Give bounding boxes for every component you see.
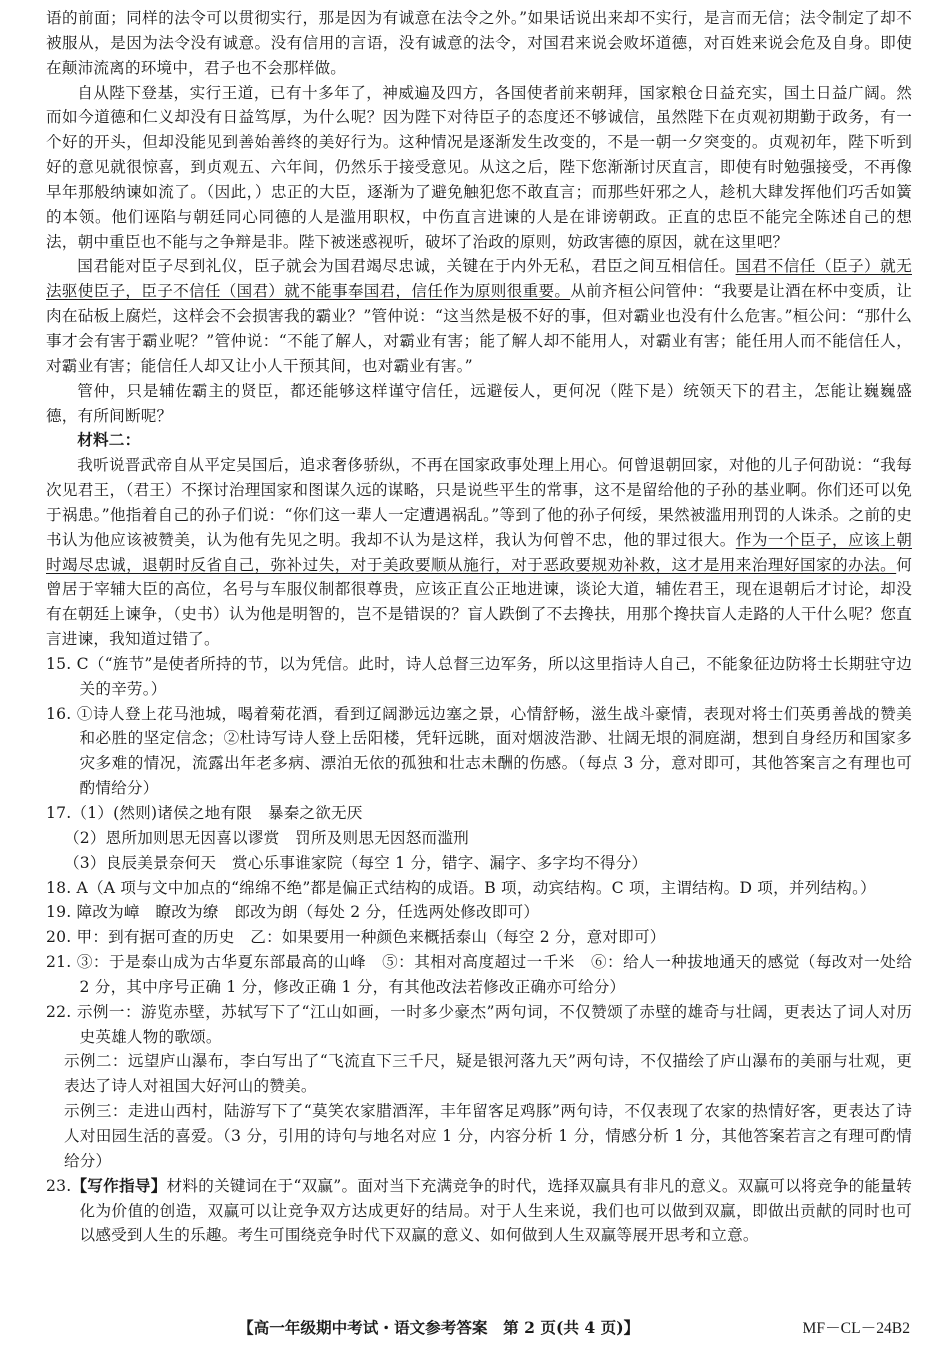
paragraph-text: 何曾居于宰辅大臣的高位，名号与车服仪制都很尊贵，应该正直公正地进谏，谈论大道，辅佐君王，现在退朝后才讨论，却没有在朝廷上谏争，（史书）认为他是明智的，岂不是错误的？盲人跌倒了不去搀扶，用那个搀扶盲人走路的人干什么呢？您直言进谏，我知道过错了。	[46, 555, 912, 649]
material-two-heading: 材料二：	[77, 430, 141, 450]
answer-19: 19. 障改为嶂 瞭改为缭 郎改为朗（每处 2 分，任选两处修改即可）	[46, 903, 540, 922]
footer-title: 【高一年级期中考试・语文参考答案 第 2 页(共 4 页)】	[238, 1318, 640, 1337]
answer-17-part-3: （3）良辰美景奈何天 赏心乐事谁家院（每空 1 分，错字、漏字、多字均不得分）	[63, 853, 648, 872]
answer-22-example-3: 示例三：走进山西村，陆游写下了“莫笑农家腊酒浑，丰年留客足鸡豚”两句诗，不仅表现了农家的热情好客，更表达了诗人对田园生活的喜爱。（3 分，引用的诗句与地名对应 1 分，内容分析 1 分，情感分析 1 分，其他答案若言之有理可酌情给分）	[63, 1102, 912, 1170]
answer-22-example-2: 示例二：远望庐山瀑布，李白写出了“飞流直下三千尺，疑是银河落九天”两句诗，不仅描绘了庐山瀑布的美丽与壮观，更表达了诗人对祖国大好河山的赞美。	[63, 1052, 912, 1096]
answer-20: 20. 甲：到有据可查的历史 乙：如果要用一种颜色来概括泰山（每空 2 分，意对即可）	[46, 928, 666, 947]
paragraph-text: 国君能对臣子尽到礼仪，臣子就会为国君竭尽忠诚，关键在于内外无私，君臣之间互相信任。	[77, 257, 736, 276]
paragraph-text: 我听说晋武帝自从平定吴国后，追求奢侈骄纵，不再在国家政事处理上用心。何曾退朝回家，对他的儿子何劭说：“我每次见君王，（君王）不探讨治理国家和图谋久远的谋略，只是说些平生的常事，这不是留给他的子孙的基业啊。你们还可以免于祸患。”他指着自己的孙子们说：“你们这一辈人一定遭遇祸乱。”等到了他的孙子何绥，果然被滥用刑罚的人诛杀。之前的史书认为他应该被赞美，认为他有先见之明。我却不认为是这样，我认为何曾不忠，他的罪过很大。	[46, 456, 912, 549]
underlined-sentence: 作为一个臣子，应该上朝时竭尽忠诚，退朝时反省自己，弥补过失，对于美政要顺从施行，对于恶政要规劝补救，这才是用来治理好国家的办法。	[46, 530, 912, 574]
footer-code: MF－CL－24B2	[802, 1320, 910, 1337]
answer-18: 18. A（A 项与文中加点的“绵绵不绝”都是偏正式结构的成语。B 项，动宾结构。C 项，主谓结构。D 项，并列结构。）	[46, 878, 876, 897]
underlined-sentence: 国君不信任（臣子）就无法驱使臣子，臣子不信任（国君）就不能事奉国君，信任作为原则很重要。	[46, 257, 912, 301]
material-one-paragraph-1: 语的前面；同样的法令可以贯彻实行，那是因为有诚意在法令之外。”如果话说出来却不实行，是言而无信；法令制定了却不被服从，是因为法令没有诚意。没有信用的言语，没有诚意的法令，对国君来说会败坏道德，对百姓来说会危及自身。即使在颠沛流离的环境中，君子也不会那样做。	[46, 9, 912, 77]
answer-23	[46, 1174, 912, 1249]
answer-17-part-2: （2）恩所加则思无因喜以谬赏 罚所及则思无因怒而滥刑	[63, 828, 469, 847]
writing-guide-label: 【写作指导】	[71, 1175, 167, 1195]
answer-15: 15. C（“旌节”是使者所持的节，以为凭信。此时，诗人总督三边军务，所以这里指诗人自己，不能象征边防将士长期驻守边关的辛劳。）	[46, 654, 912, 698]
answer-22: 22. 示例一：游览赤壁，苏轼写下了“江山如画，一时多少豪杰”两句词，不仅赞颂了赤壁的雄奇与壮阔，更表达了词人对历史英雄人物的歌颂。	[46, 1002, 912, 1046]
material-one-paragraph-4: 管仲，只是辅佐霸主的贤臣，都还能够这样谨守信任，远避佞人，更何况（陛下是）统领天下的君主，怎能让巍巍盛德，有所间断呢？	[46, 381, 912, 425]
answer-21: 21. ③：于是泰山成为古华夏东部最高的山峰 ⑤：其相对高度超过一千米 ⑥：给人一种拔地通天的感觉（每改对一处给 2 分，其中序号正确 1 分，修改正确 1 分，有其他改法若修改正确亦可给分）	[46, 953, 912, 996]
paragraph-text: 从前齐桓公问管仲：“我要是让酒在杯中变质，让肉在砧板上腐烂，这样会不会损害我的霸业？”管仲说：“这当然是极不好的事，但对霸业也没有什么危害。”桓公问：“那什么事才会有害于霸业呢？”管仲说：“不能了解人，对霸业有害；能了解人却不能用人，对霸业有害；能任用人而不能信任人，对霸业有害；能信任人却又让小人干预其间，也对霸业有害。”	[46, 282, 913, 375]
answer-key-page	[46, 6, 912, 1248]
material-two-paragraph	[46, 453, 912, 652]
answer-16: 16. ①诗人登上花马池城，喝着菊花酒，看到辽阔渺远边塞之景，心情舒畅，滋生战斗豪情，表现对将士们英勇善战的赞美和必胜的坚定信念；②杜诗写诗人登上岳阳楼，凭轩远眺，面对烟波浩渺、壮阔无垠的洞庭湖，想到自身经历和国家多灾多难的情况，流露出年老多病、漂泊无依的孤独和壮志未酬的伤感。（每点 3 分，意对即可，其他答案言之有理也可酌情给分）	[46, 704, 912, 798]
answer-23-number: 23.	[46, 1176, 72, 1195]
page-footer	[0, 1316, 950, 1342]
answer-23-text: 材料的关键词在于“双赢”。面对当下充满竞争的时代，选择双赢具有非凡的意义。双赢可以将竞争的能量转化为价值的创造，双赢可以让竞争双方达成更好的结局。对于人生来说，我们也可以做到双赢，即做出贡献的同时也可以感受到人生的乐趣。考生可围绕竞争时代下双赢的意义、如何做到人生双赢等展开思考和立意。	[79, 1176, 913, 1245]
material-one-paragraph-2: 自从陛下登基，实行王道，已有十多年了，神威遍及四方，各国使者前来朝拜，国家粮仓日益充实，国土日益广阔。然而如今道德和仁义却没有日益笃厚，为什么呢？因为陛下对待臣子的态度还不够诚信，虽然陛下在贞观初期勤于政务，有一个好的开头，但却没能见到善始善终的美好行为。这种情况是逐渐发生改变的，不是一朝一夕突变的。贞观初年，陛下听到好的意见就很惊喜，到贞观五、六年间，仍然乐于接受意见。从这之后，陛下您渐渐讨厌直言，即使有时勉强接受，不再像早年那般纳谏如流了。（因此，）忠正的大臣，逐渐为了避免触犯您不敢直言；而那些奸邪之人，趁机大肆发挥他们巧舌如簧的本领。他们诬陷与朝廷同心同德的人是滥用职权，中伤直言进谏的人是在诽谤朝政。正直的忠臣不能完全陈述自己的想法，朝中重臣也不能与之争辩是非。陛下被迷惑视听，破坏了治政的原则，妨政害德的原因，就在这里吧？	[46, 83, 912, 251]
material-one-paragraph-3	[46, 254, 912, 378]
answer-17: 17.（1）(然则)诸侯之地有限 暴秦之欲无厌	[46, 804, 363, 822]
